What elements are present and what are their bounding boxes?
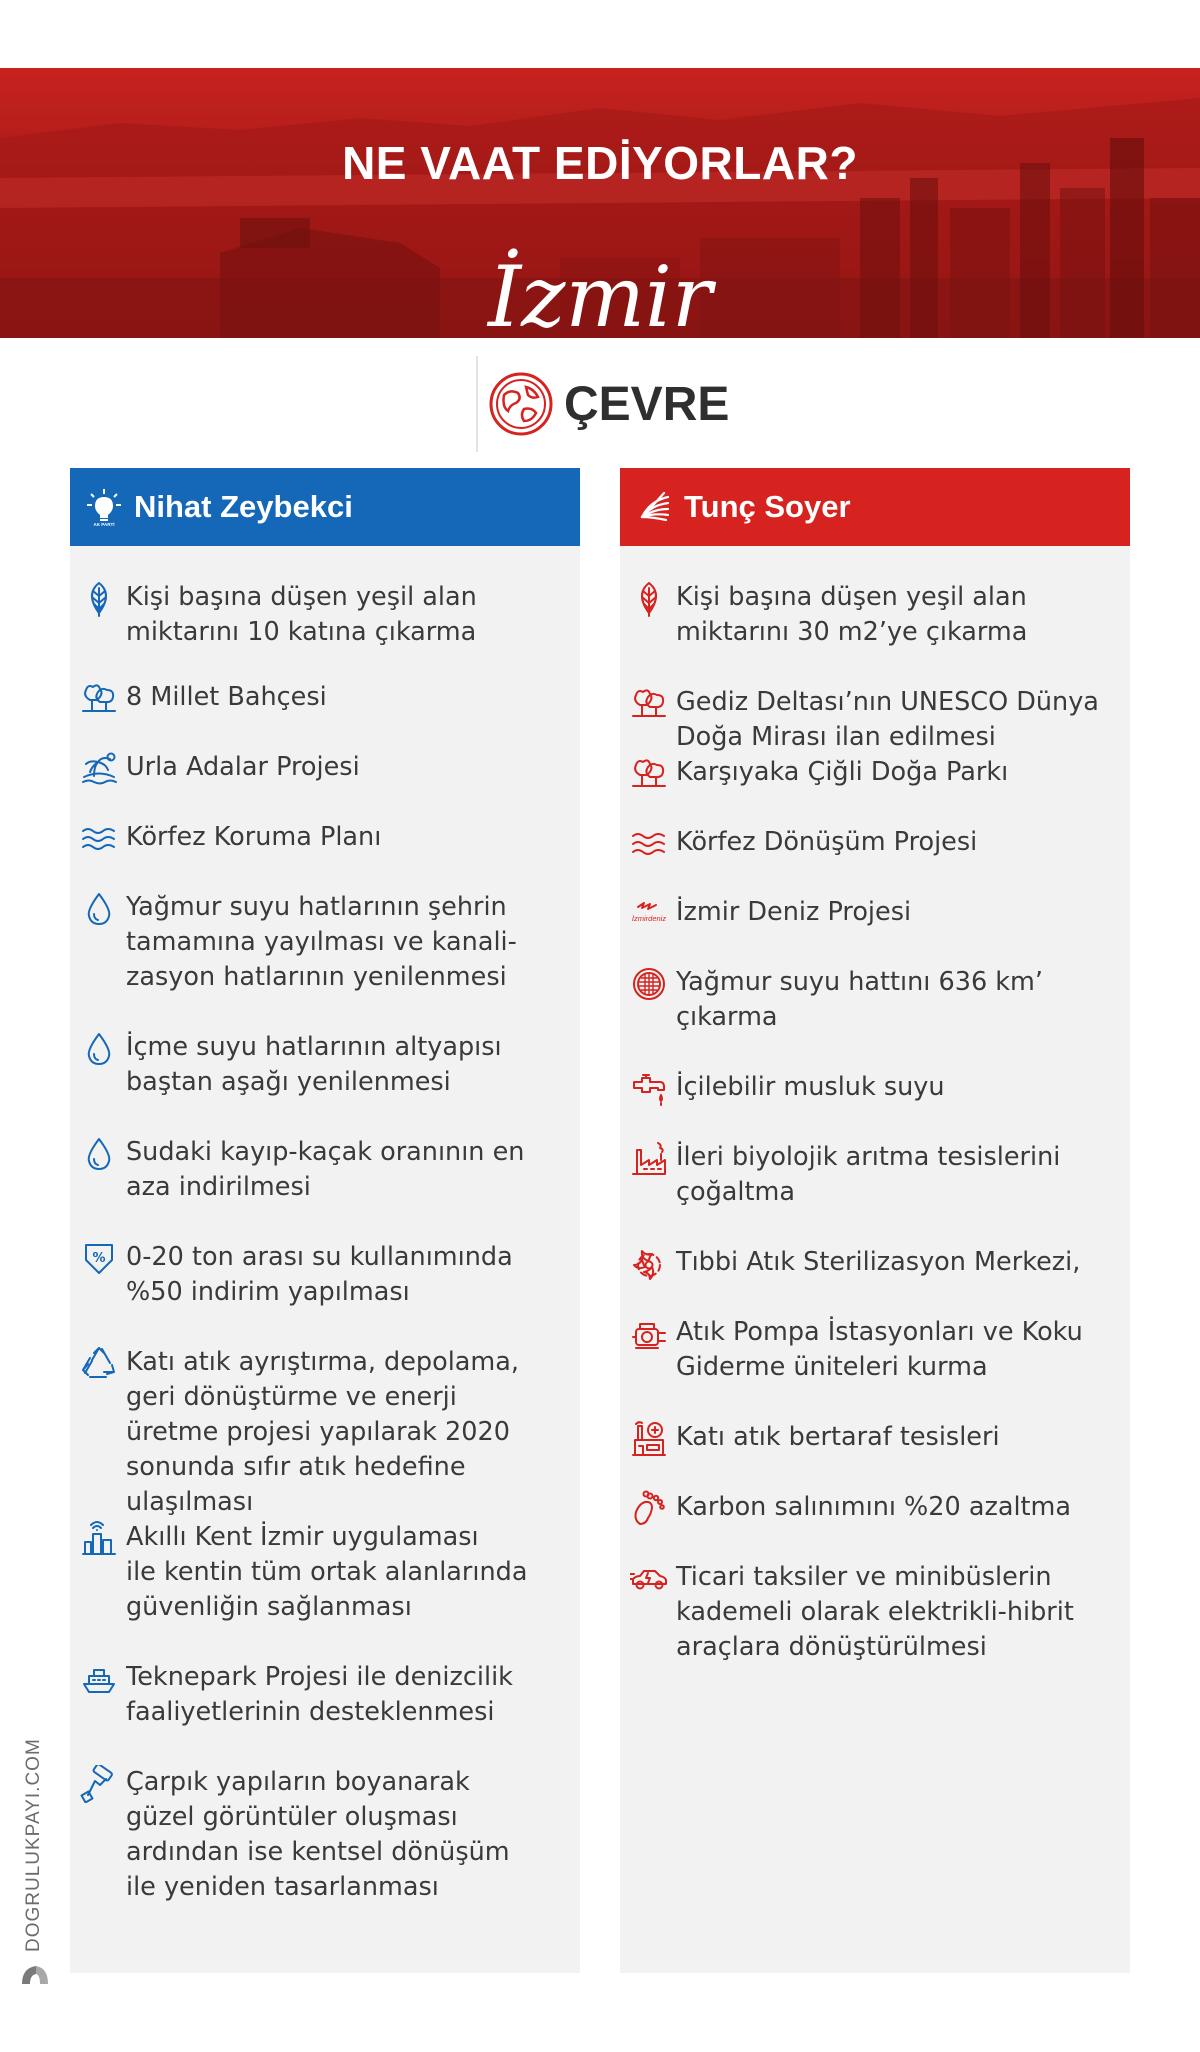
- candidate-column-zeybekci: [70, 468, 580, 1973]
- promise-item: [630, 1245, 1120, 1283]
- candidate-name: Nihat Zeybekci: [134, 489, 353, 524]
- smart-city-icon: [80, 1520, 118, 1558]
- izmir-deniz-logo-icon: [630, 895, 668, 933]
- water-drop-icon: [80, 1135, 118, 1173]
- promise-item: [630, 1140, 1120, 1210]
- promise-text: Akıllı Kent İzmir uygulaması ile kentin tüm ortak alanlarında güvenliğin sağlanması: [126, 1522, 528, 1622]
- promise-text: Tıbbi Atık Sterilizasyon Merkezi,: [676, 1247, 1081, 1277]
- promise-item: [80, 680, 570, 718]
- brand-text: DOGRULUKPAYI.COM: [23, 1738, 44, 1952]
- section-heading: [476, 356, 729, 452]
- waves-icon: [80, 820, 118, 858]
- waves-icon: [630, 825, 668, 863]
- ship-icon: [80, 1660, 118, 1698]
- promise-text: Gediz Deltası’nın UNESCO Dünya Doğa Mirası ilan edilmesi: [676, 687, 1099, 752]
- promise-item: [80, 1660, 570, 1730]
- side-brand: [18, 1730, 58, 1970]
- factory-icon: [630, 1140, 668, 1178]
- recycle-icon: [80, 1345, 118, 1383]
- promise-item: [80, 1135, 570, 1205]
- dogruluk-payi-logo-icon: [18, 1962, 52, 1988]
- svg-text:AK PARTİ: AK PARTİ: [93, 522, 115, 527]
- promise-text: Sudaki kayıp-kaçak oranının en aza indirilmesi: [126, 1137, 525, 1202]
- promise-item: [80, 820, 570, 858]
- promise-item: [630, 1315, 1120, 1385]
- promise-text: İzmir Deniz Projesi: [676, 897, 912, 927]
- promise-item: [630, 755, 1120, 793]
- promise-item: [80, 1520, 570, 1625]
- promise-item: [80, 1240, 570, 1310]
- header-banner: [0, 68, 1200, 338]
- water-drop-icon: [80, 1030, 118, 1068]
- drain-grate-icon: [630, 965, 668, 1003]
- svg-text:%: %: [92, 1251, 106, 1266]
- promise-text: İçme suyu hatlarının altyapısı baştan aşağı yenilenmesi: [126, 1032, 502, 1097]
- promise-item: [630, 1420, 1120, 1458]
- promise-item: [630, 685, 1120, 755]
- pump-icon: [630, 1315, 668, 1353]
- promise-text: Atık Pompa İstasyonları ve Koku Giderme üniteleri kurma: [676, 1317, 1083, 1382]
- promise-text: İleri biyolojik arıtma tesislerini çoğaltma: [676, 1142, 1061, 1207]
- promise-text: Urla Adalar Projesi: [126, 752, 360, 782]
- section-divider: [476, 356, 478, 452]
- promise-text: Karşıyaka Çiğli Doğa Parkı: [676, 757, 1009, 787]
- promise-text: Katı atık bertaraf tesisleri: [676, 1422, 1000, 1452]
- promise-item: [630, 1490, 1120, 1528]
- svg-text:İzmirdeniz: İzmirdeniz: [631, 914, 667, 923]
- candidate-name: Tunç Soyer: [684, 489, 851, 524]
- faucet-icon: [630, 1070, 668, 1108]
- banner-city-name: İzmir: [487, 248, 713, 338]
- promise-item: [80, 1030, 570, 1100]
- promise-item: [80, 1345, 570, 1520]
- candidate-header: [70, 468, 580, 546]
- promise-item: [80, 1765, 570, 1905]
- trees-icon: [630, 685, 668, 723]
- footprint-icon: [630, 1490, 668, 1528]
- promise-item: [80, 580, 570, 650]
- promise-item: [630, 965, 1120, 1035]
- promise-text: Katı atık ayrıştırma, depolama, geri dönüştürme ve enerji üretme projesi yapılarak 2020 sonunda sıfır atık hedefine ulaşılması: [126, 1347, 519, 1517]
- promise-text: Yağmur suyu hatlarının şehrin tamamına yayılması ve kanali- zasyon hatlarının yenilenmesi: [126, 892, 517, 992]
- leaf-icon: [80, 580, 118, 618]
- leaf-icon: [630, 580, 668, 618]
- promise-text: Kişi başına düşen yeşil alan miktarını 10 katına çıkarma: [126, 582, 477, 647]
- globe-icon: [488, 371, 554, 437]
- promise-text: Çarpık yapıların boyanarak güzel görüntüler oluşması ardından ise kentsel dönüşüm ile yeniden tasarlanması: [126, 1767, 510, 1902]
- promise-item: [80, 750, 570, 788]
- promise-item: [630, 1070, 1120, 1108]
- biohazard-icon: [630, 1245, 668, 1283]
- candidate-column-soyer: [620, 468, 1130, 1973]
- promise-text: Karbon salınımını %20 azaltma: [676, 1492, 1072, 1522]
- promise-item: [630, 825, 1120, 863]
- water-drop-icon: [80, 890, 118, 928]
- section-title: ÇEVRE: [564, 377, 730, 431]
- trees-icon: [80, 680, 118, 718]
- promise-item: [630, 580, 1120, 650]
- chp-arrows-icon: [634, 487, 674, 527]
- promise-text: Körfez Dönüşüm Projesi: [676, 827, 978, 857]
- promise-text: Kişi başına düşen yeşil alan miktarını 30 m2’ye çıkarma: [676, 582, 1028, 647]
- ak-parti-bulb-icon: [84, 487, 124, 527]
- candidate-header: [620, 468, 1130, 546]
- waste-facility-icon: [630, 1420, 668, 1458]
- discount-shield-icon: [80, 1240, 118, 1278]
- trees-icon: [630, 755, 668, 793]
- promise-item: [80, 890, 570, 995]
- promise-text: Teknepark Projesi ile denizcilik faaliyetlerinin desteklenmesi: [126, 1662, 513, 1727]
- promise-text: 0-20 ton arası su kullanımında %50 indirim yapılması: [126, 1242, 513, 1307]
- banner-title: NE VAAT EDİYORLAR?: [342, 137, 858, 189]
- promise-text: 8 Millet Bahçesi: [126, 682, 327, 712]
- promise-text: İçilebilir musluk suyu: [676, 1072, 945, 1102]
- promise-text: Yağmur suyu hattını 636 km’ çıkarma: [676, 967, 1043, 1032]
- promise-text: Körfez Koruma Planı: [126, 822, 382, 852]
- promise-text: Ticari taksiler ve minibüslerin kademeli olarak elektrikli-hibrit araçlara dönüştürülmesi: [676, 1562, 1074, 1662]
- promise-item: [630, 1560, 1120, 1665]
- paint-roller-icon: [80, 1765, 118, 1803]
- electric-car-icon: [630, 1560, 668, 1598]
- promise-item: [630, 895, 1120, 933]
- island-icon: [80, 750, 118, 788]
